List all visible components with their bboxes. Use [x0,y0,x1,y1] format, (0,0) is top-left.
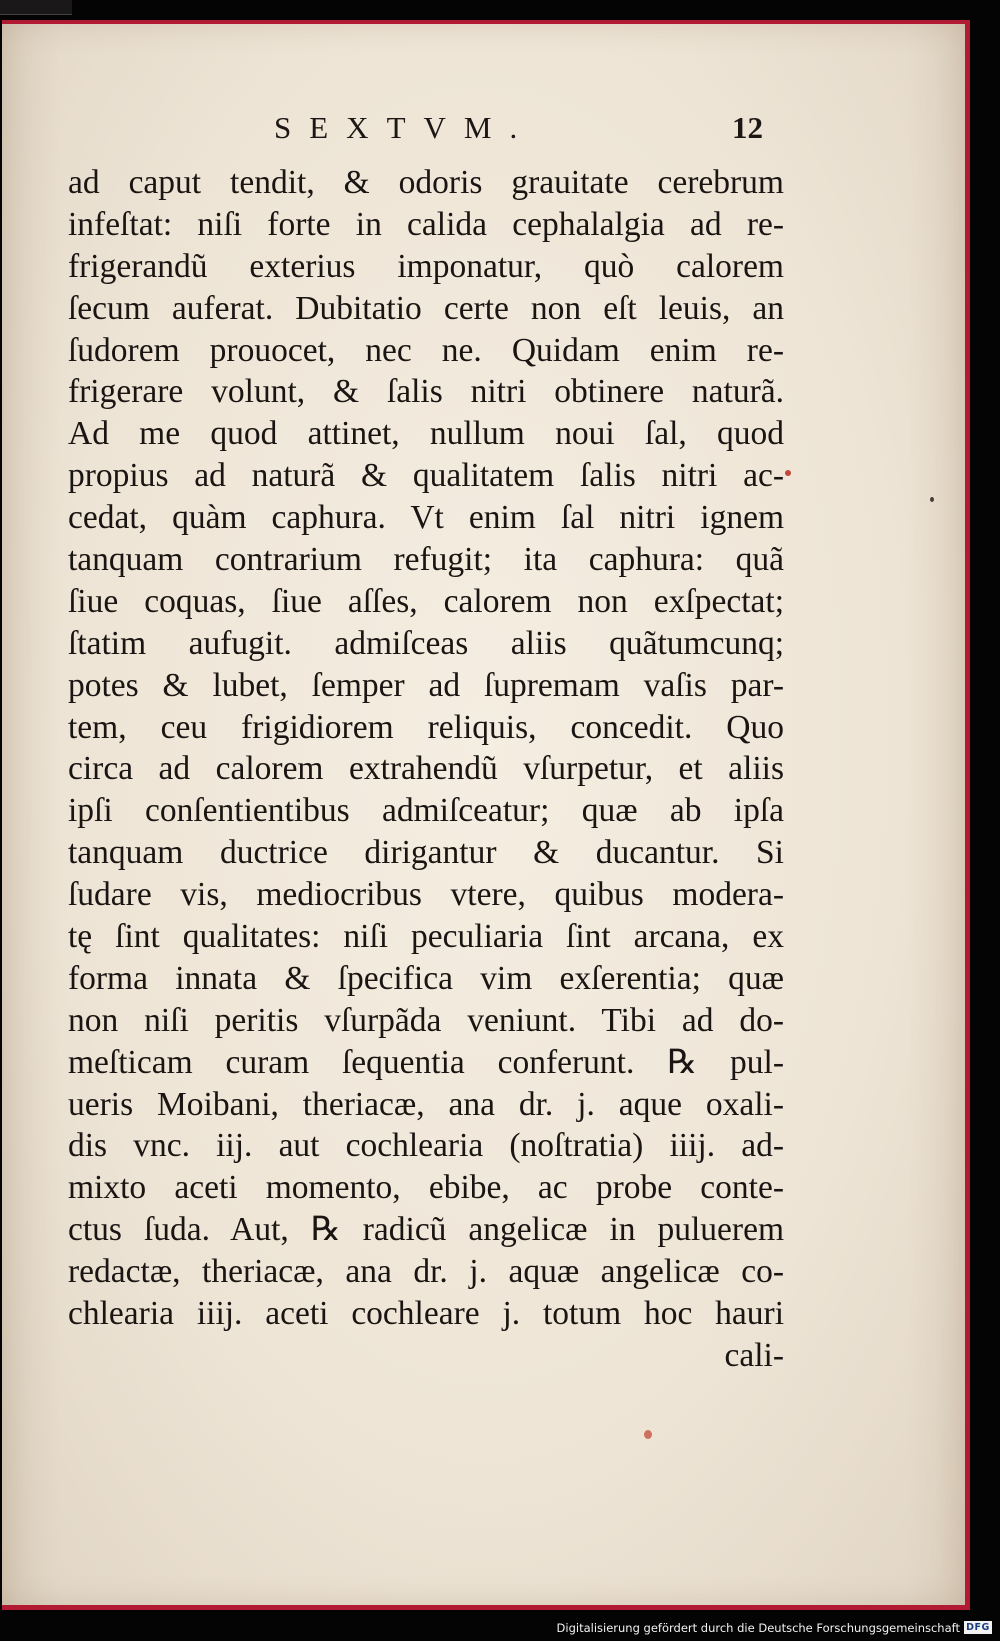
funding-credit: Digitalisierung gefördert durch die Deutsche Forschungsgemeinschaft [556,1621,960,1635]
running-head: SEXTVM. [274,110,536,145]
text-line: mixto aceti momento, ebibe, ac probe conte- [68,1169,784,1207]
text-line: forma innata & ſpecifica vim exſerentia; quæ [68,959,784,997]
text-line: meſticam curam ſequentia conferunt. ℞ pul- [68,1043,784,1081]
text-line: frigerandũ exterius imponatur, quò calorem [68,247,784,285]
text-line: ſtatim aufugit. admiſceas aliis quãtumcunq; [68,624,784,662]
text-line: tem, ceu frigidiorem reliquis, concedit. Quo [68,708,784,746]
text-line: ctus ſuda. Aut, ℞ radicũ angelicæ in puluerem [68,1211,784,1249]
text-line: chlearia iiij. aceti cochleare j. totum hoc hauri [68,1295,784,1333]
page-number: 12 [732,110,763,145]
page-header [0,110,1000,150]
dfg-logo: DFG [964,1621,992,1634]
digitization-footer [0,1617,1000,1641]
text-line: non niſi peritis vſurpãda veniunt. Tibi ad do- [68,1001,784,1039]
text-line: ſiue coquas, ſiue aſſes, calorem non exſpectat; [68,582,784,620]
text-line: ueris Moibani, theriacæ, ana dr. j. aque oxali- [68,1085,784,1123]
text-line: dis vnc. iij. aut cochlearia (noſtratia) iiij. ad- [68,1127,784,1165]
text-line: frigerare volunt, & ſalis nitri obtinere naturã. [68,373,784,411]
text-line: ſecum auferat. Dubitatio certe non eſt leuis, an [68,289,784,327]
text-line: ſudorem prouocet, nec ne. Quidam enim re- [68,331,784,369]
text-line: potes & lubet, ſemper ad ſupremam vaſis par- [68,666,784,704]
text-line: ſudare vis, mediocribus vtere, quibus modera- [68,876,784,914]
ink-speck [644,1430,652,1439]
text-line: cedat, quàm caphura. Vt enim ſal nitri ignem [68,499,784,537]
text-line: tę ſint qualitates: niſi peculiaria ſint arcana, ex [68,918,784,956]
text-line: tanquam contrarium refugit; ita caphura: quã [68,541,784,579]
ink-speck [785,470,791,476]
text-line: ad caput tendit, & odoris grauitate cerebrum [68,164,784,201]
catchword: cali- [724,1336,784,1374]
text-line: redactæ, theriacæ, ana dr. j. aquæ angelicæ co- [68,1253,784,1291]
text-line: infeſtat: niſi forte in calida cephalalgia ad re- [68,205,784,243]
text-line: ipſi conſentientibus admiſceatur; quæ ab ipſa [68,792,784,830]
text-line: Ad me quod attinet, nullum noui ſal, quod [68,415,784,453]
scanner-tab-mark [0,0,72,15]
text-line: propius ad naturã & qualitatem ſalis nitri ac- [68,457,784,495]
text-line: tanquam ductrice dirigantur & ducantur. Si [68,834,784,872]
text-line: circa ad calorem extrahendũ vſurpetur, et aliis [68,750,784,788]
ink-speck [930,497,934,502]
body-text [68,162,784,1377]
